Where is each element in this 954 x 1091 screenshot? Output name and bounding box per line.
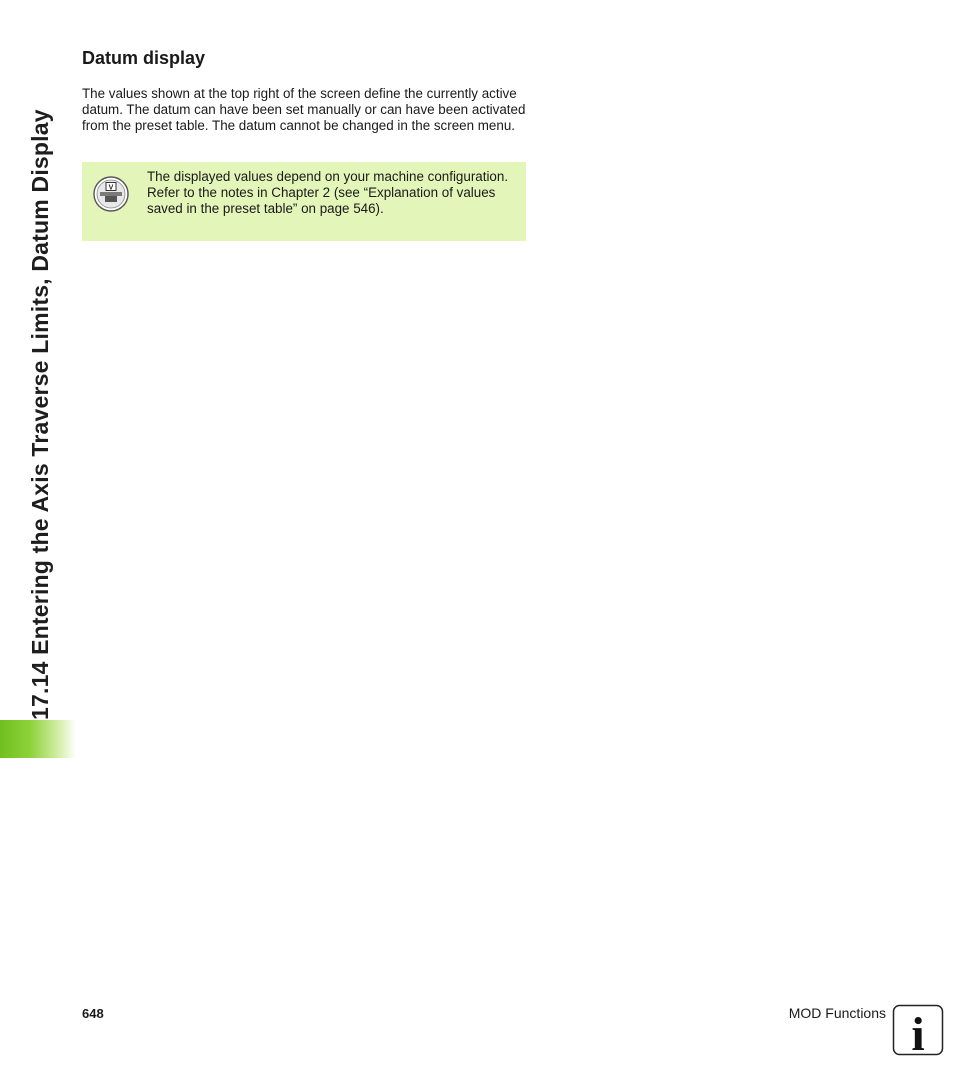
section-heading: Datum display bbox=[82, 48, 206, 68]
note-box bbox=[82, 162, 526, 241]
chapter-title-text: 17.14 Entering the Axis Traverse Limits, Datum Display bbox=[27, 109, 53, 720]
info-icon bbox=[892, 1004, 944, 1056]
chapter-tab-marker bbox=[0, 720, 76, 758]
machine-dependent-icon bbox=[93, 176, 129, 212]
body-paragraph: The values shown at the top right of the screen define the currently active datum. The datum can have been set manually or can have been activated from the preset table. The datum cannot be changed in the screen menu. bbox=[82, 86, 526, 133]
chapter-footer-label: MOD Functions bbox=[788, 1005, 886, 1021]
page-number: 648 bbox=[82, 1006, 104, 1021]
info-glyph: i bbox=[911, 1008, 925, 1056]
icon-label: V bbox=[108, 184, 114, 192]
chapter-side-title bbox=[20, 40, 70, 720]
note-text: The displayed values depend on your machine configuration. Refer to the notes in Chapter 2 (see “Explanation of values saved in the preset table” on page 546). bbox=[147, 169, 509, 216]
